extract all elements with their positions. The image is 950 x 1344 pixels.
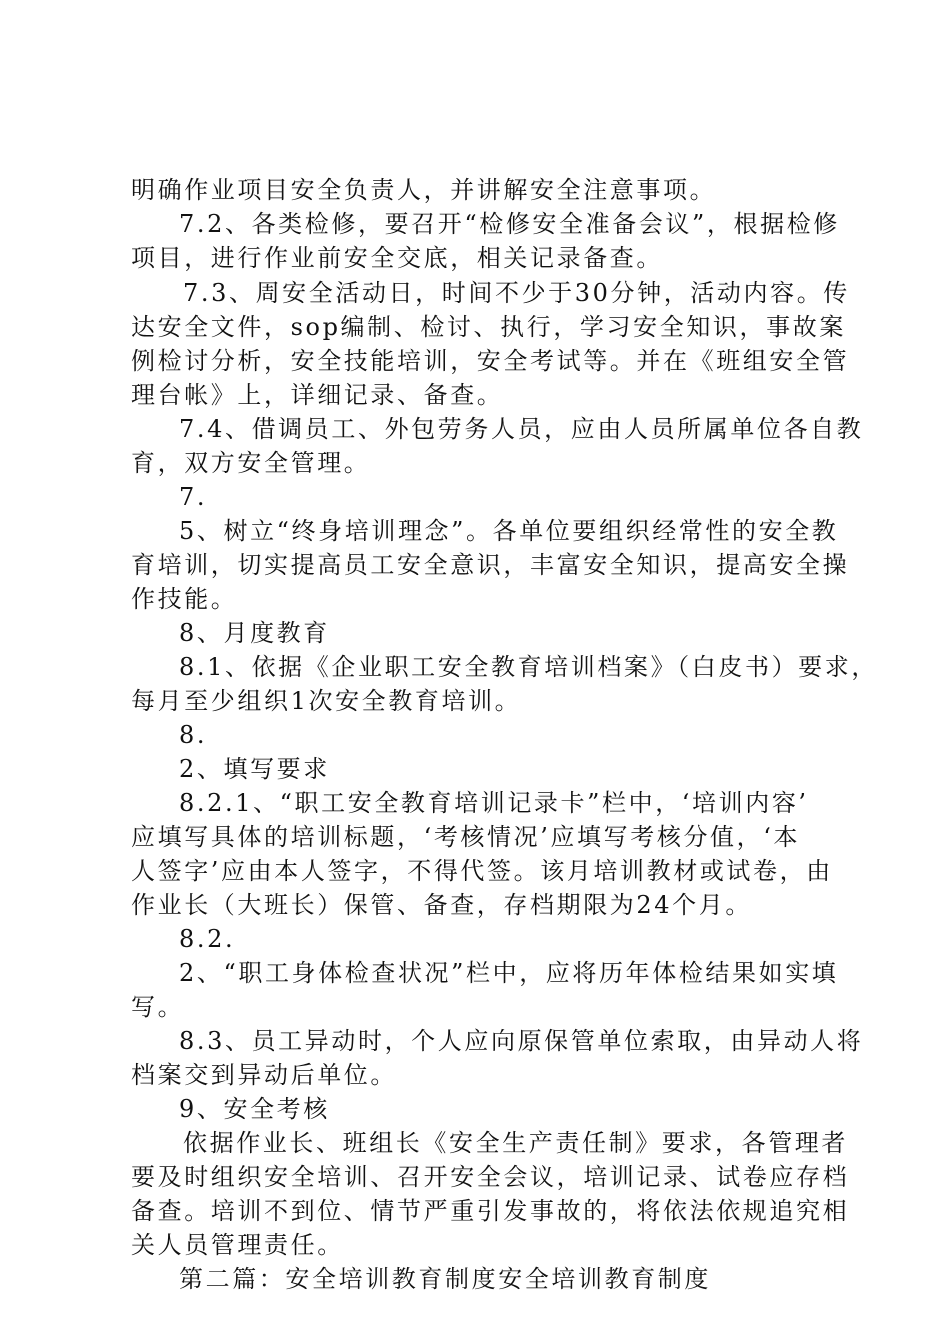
text-line: 8.2.1、“职工安全教育培训记录卡”栏中，‘培训内容’ bbox=[179, 789, 809, 817]
text-line: 项目，进行作业前安全交底，相关记录备查。 bbox=[131, 244, 663, 272]
text-line: 达安全文件，sop编制、检讨、执行，学习安全知识，事故案 bbox=[131, 313, 846, 341]
text-line: 人签字’应由本人签字，不得代签。该月培训教材或试卷，由 bbox=[131, 857, 833, 885]
text-line: 8. bbox=[179, 721, 208, 749]
text-line: 依据作业长、班组长《安全生产责任制》要求，各管理者 bbox=[183, 1129, 848, 1157]
text-line: 8.1、依据《企业职工安全教育培训档案》（白皮书）要求， bbox=[179, 653, 878, 681]
text-line: 7.3、周安全活动日，时间不少于30分钟，活动内容。传 bbox=[183, 279, 850, 307]
text-line: 7. bbox=[179, 483, 208, 511]
text-line: 例检讨分析，安全技能培训，安全考试等。并在《班组安全管 bbox=[131, 347, 850, 375]
text-line: 理台帐》上，详细记录、备查。 bbox=[131, 381, 504, 409]
text-line: 2、填写要求 bbox=[179, 755, 330, 783]
text-line: 关人员管理责任。 bbox=[131, 1231, 344, 1259]
text-line: 9、安全考核 bbox=[179, 1095, 330, 1123]
text-line: 第二篇：安全培训教育制度安全培训教育制度 bbox=[179, 1265, 711, 1293]
text-line: 要及时组织安全培训、召开安全会议，培训记录、试卷应存档 bbox=[131, 1163, 850, 1191]
text-line: 8.2. bbox=[179, 925, 236, 953]
text-line: 写。 bbox=[131, 993, 185, 1021]
text-line: 7.4、借调员工、外包劳务人员，应由人员所属单位各自教 bbox=[179, 415, 864, 443]
text-line: 档案交到异动后单位。 bbox=[131, 1061, 397, 1089]
text-line: 育，双方安全管理。 bbox=[131, 449, 371, 477]
text-line: 每月至少组织1次安全教育培训。 bbox=[131, 687, 522, 715]
text-line: 作业长（大班长）保管、备查，存档期限为24个月。 bbox=[131, 891, 752, 919]
text-line: 备查。培训不到位、情节严重引发事故的，将依法依规追究相 bbox=[131, 1197, 850, 1225]
text-line: 2、“职工身体检查状况”栏中，应将历年体检结果如实填 bbox=[179, 959, 839, 987]
text-line: 明确作业项目安全负责人，并讲解安全注意事项。 bbox=[131, 176, 717, 204]
text-line: 应填写具体的培训标题，‘考核情况’应填写考核分值，‘本 bbox=[131, 823, 801, 851]
text-line: 5、树立“终身培训理念”。各单位要组织经常性的安全教 bbox=[179, 517, 839, 545]
text-line: 作技能。 bbox=[131, 585, 238, 613]
text-line: 7.2、各类检修，要召开“检修安全准备会议”，根据检修 bbox=[179, 210, 840, 238]
text-line: 育培训，切实提高员工安全意识，丰富安全知识，提高安全操 bbox=[131, 551, 850, 579]
text-line: 8.3、员工异动时，个人应向原保管单位索取，由异动人将 bbox=[179, 1027, 864, 1055]
text-line: 8、月度教育 bbox=[179, 619, 330, 647]
